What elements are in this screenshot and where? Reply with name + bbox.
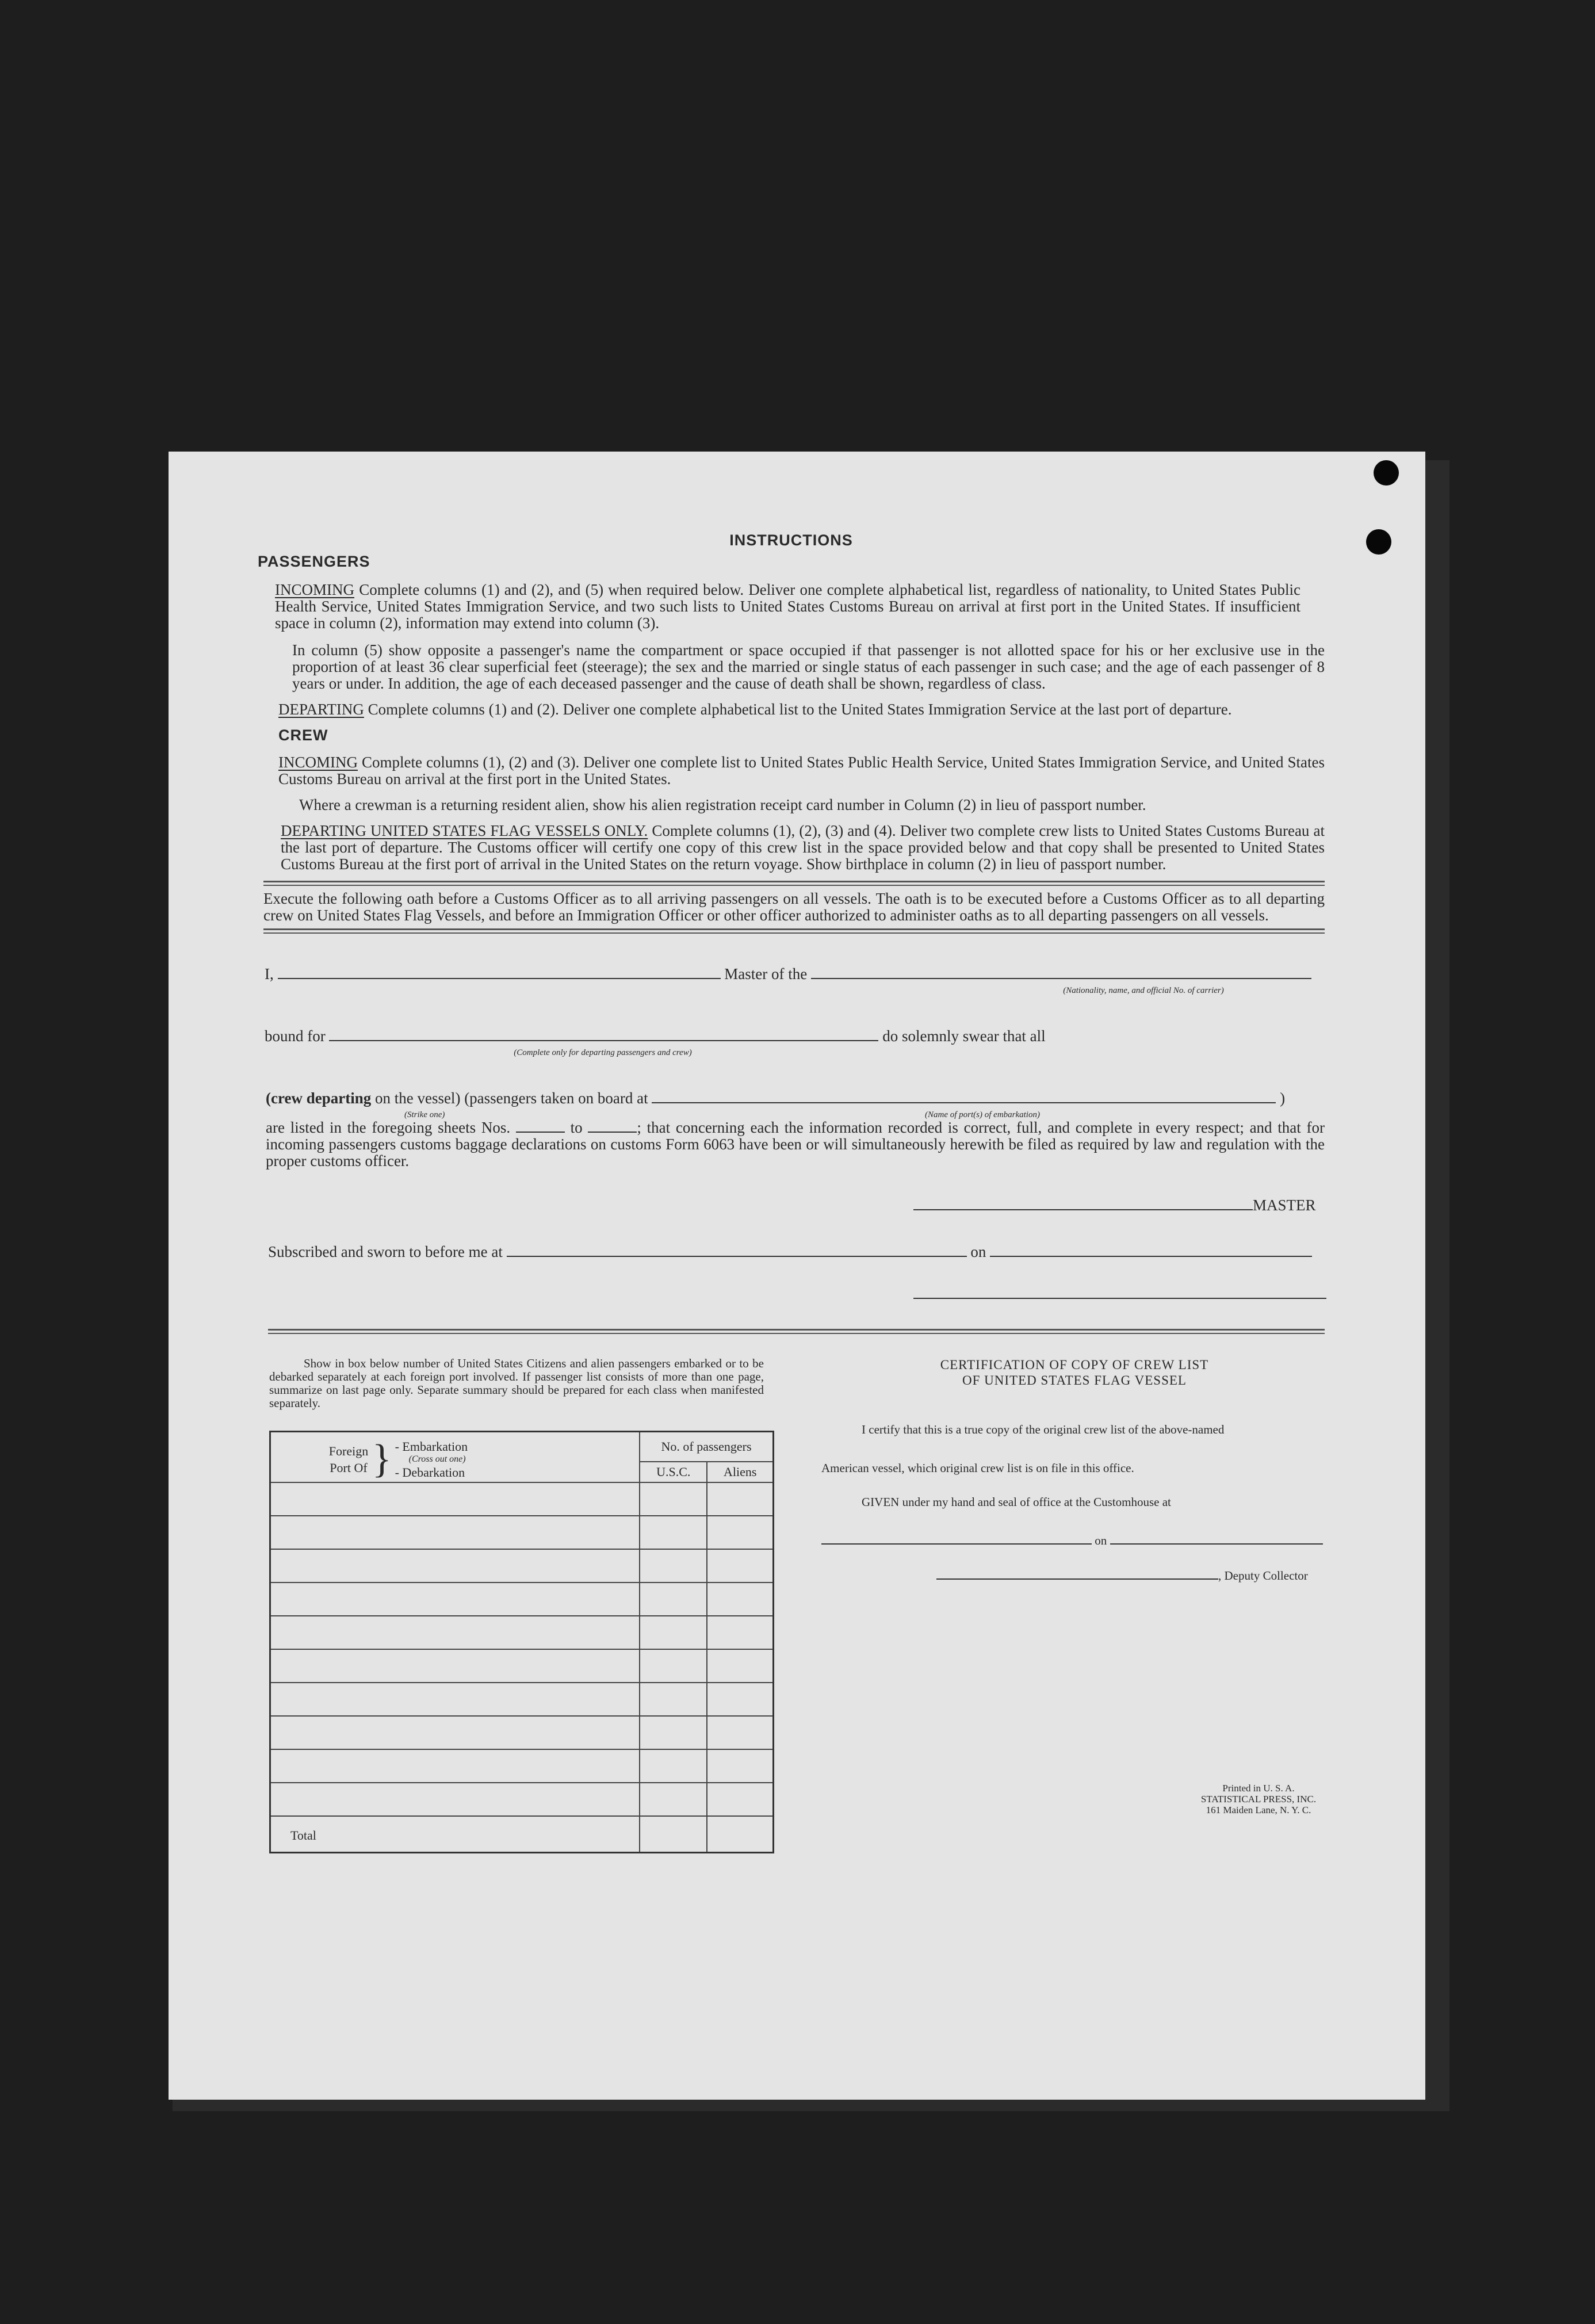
divider — [263, 928, 1325, 934]
brace-icon: } — [372, 1436, 392, 1481]
sheet-to-field[interactable] — [588, 1132, 637, 1133]
carrier-field[interactable] — [811, 978, 1311, 979]
officer-signature-field[interactable] — [913, 1298, 1326, 1299]
form-page — [169, 452, 1425, 2100]
close-paren: ) — [1280, 1090, 1286, 1107]
sworn-date-field[interactable] — [990, 1256, 1312, 1257]
table-row[interactable] — [270, 1716, 774, 1749]
certify-text-1: I certify that this is a true copy of the original crew list of the above-named — [862, 1423, 1225, 1436]
crew-incoming — [278, 754, 1325, 788]
crew-departing-label: DEPARTING UNITED STATES FLAG VESSELS ONLY. — [281, 822, 648, 839]
crew-departing-text: Complete columns (1), (2), (3) and (4). Deliver two complete crew lists to United States Customs Bureau at the last port of departure. The Customs officer will certify one copy of this crew list in the space provided below and that copy shall be presented to United States Customs Bureau at the first port of arrival in the United States on the return voyage. Show birthplace in column (2) in lieu of passport number. — [281, 822, 1325, 873]
usc-header: U.S.C. — [640, 1462, 707, 1482]
printer-line2: STATISTICAL PRESS, INC. — [1200, 1794, 1317, 1805]
passengers-incoming — [275, 582, 1301, 632]
destination-field[interactable] — [329, 1040, 878, 1041]
customhouse-line — [821, 1532, 1328, 1549]
on-vessel-text: on the vessel) — [374, 1090, 461, 1107]
bound-for-label: bound for — [265, 1027, 326, 1045]
total-aliens-cell[interactable] — [707, 1816, 773, 1853]
passengers-departing — [278, 701, 1325, 718]
master-signature-line — [913, 1197, 1325, 1214]
subscribed-line — [268, 1244, 1325, 1260]
to-label: to — [570, 1119, 583, 1136]
master-label: MASTER — [1253, 1197, 1316, 1214]
embarkation-option[interactable]: - Embarkation — [395, 1439, 468, 1454]
officer-signature-line — [913, 1286, 1325, 1302]
oath-master-line — [265, 966, 1325, 983]
foreign-port-label: Foreign Port Of — [328, 1443, 369, 1475]
sworn-on-label: on — [970, 1243, 986, 1260]
summary-instruction: Show in box below number of United States Citizens and alien passengers embarked or to be debarked separately at each foreign port involved. If passenger list consists of more than one page, summarize on last page only. Separate summary should be prepared for each class when manifested separately. — [269, 1356, 764, 1410]
crew-resident-text: Where a crewman is a returning resident alien, show his alien registration receipt card number in Column (2) in lieu of passport number. — [299, 796, 1146, 813]
passengers-heading: PASSENGERS — [258, 553, 370, 570]
cross-caption: (Cross out one) — [408, 1454, 466, 1464]
given-text: GIVEN under my hand and seal of office at the Customhouse at — [862, 1495, 1171, 1509]
sheets-statement — [266, 1119, 1325, 1169]
subscribed-label: Subscribed and sworn to before me at — [268, 1243, 503, 1260]
crew-departing-option[interactable]: (crew departing — [266, 1090, 372, 1107]
instructions-heading: INSTRUCTIONS — [729, 532, 853, 549]
certify-text-2: American vessel, which original crew list is on file in this office. — [821, 1461, 1134, 1475]
master-name-field[interactable] — [278, 978, 721, 979]
cert-on-label: on — [1095, 1534, 1107, 1547]
master-of-label: Master of the — [724, 965, 808, 983]
table-row[interactable] — [270, 1482, 774, 1516]
deputy-label: , Deputy Collector — [1218, 1569, 1308, 1583]
printer-line3: 161 Maiden Lane, N. Y. C. — [1206, 1805, 1311, 1815]
carrier-caption: (Nationality, name, and official No. of carrier) — [1063, 986, 1224, 995]
aliens-header: Aliens — [707, 1462, 773, 1482]
table-row[interactable] — [270, 1583, 774, 1616]
passengers-header: No. of passengers — [640, 1432, 774, 1462]
incoming-label: INCOMING — [275, 581, 354, 598]
punch-hole — [1366, 529, 1391, 555]
passengers-taken-option[interactable]: (passengers taken on board at — [464, 1090, 648, 1107]
port-type-options — [395, 1438, 468, 1481]
certification-title — [821, 1357, 1328, 1388]
deputy-signature-field[interactable] — [936, 1578, 1218, 1580]
form-content — [258, 532, 1325, 1875]
foreign-port-header — [270, 1432, 640, 1482]
debarkation-option[interactable]: - Debarkation — [395, 1465, 465, 1480]
certification-title-line1: CERTIFICATION OF COPY OF CREW LIST — [940, 1358, 1209, 1372]
departing-label: DEPARTING — [278, 701, 364, 718]
crew-incoming-label: INCOMING — [278, 754, 358, 771]
crew-heading: CREW — [278, 727, 328, 744]
sheet-from-field[interactable] — [516, 1132, 565, 1133]
listed-text-1: are listed in the foregoing sheets Nos. — [266, 1119, 511, 1136]
customhouse-field[interactable] — [821, 1543, 1092, 1545]
strike-caption: (Strike one) — [404, 1110, 445, 1119]
table-row[interactable] — [270, 1649, 774, 1683]
table-row[interactable] — [270, 1783, 774, 1816]
bound-for-line — [265, 1028, 1325, 1045]
table-row[interactable] — [270, 1549, 774, 1583]
embarkation-port-field[interactable] — [652, 1102, 1276, 1103]
punch-hole — [1374, 460, 1399, 486]
certification-section — [821, 1357, 1328, 1815]
total-label: Total — [270, 1816, 640, 1853]
lower-section — [258, 1357, 1325, 1875]
column5-text: In column (5) show opposite a passenger's name the compartment or space occupied if that passenger is not allotted space for his or her exclusive use in the proportion of at least 36 clear superficial feet (steerage); the sex and the married or single status of each passenger in such case; and the age of each passenger of 8 years or under. In addition, the age of each deceased passenger and the cause of death shall be shown, regardless of class. — [292, 641, 1325, 692]
divider — [263, 881, 1325, 886]
ports-caption: (Name of port(s) of embarkation) — [925, 1110, 1040, 1119]
embarkation-captions — [258, 1107, 1325, 1117]
table-row[interactable] — [270, 1616, 774, 1649]
sworn-place-field[interactable] — [507, 1256, 967, 1257]
total-usc-cell[interactable] — [640, 1816, 707, 1853]
crew-incoming-text: Complete columns (1), (2) and (3). Deliver one complete list to United States Public Health Service, United States Immigration Service, and United States Customs Bureau on arrival at the first port in the United States. — [278, 754, 1325, 788]
swear-label: do solemnly swear that all — [882, 1027, 1046, 1045]
printer-line1: Printed in U. S. A. — [1222, 1783, 1295, 1794]
i-label: I, — [265, 965, 274, 983]
departing-text: Complete columns (1) and (2). Deliver one complete alphabetical list to the United States Immigration Service at the last port of departure. — [368, 701, 1232, 718]
incoming-text: Complete columns (1) and (2), and (5) when required below. Deliver one complete alphabetical list, regardless of nationality, to United States Public Health Service, United States Immigration Service, and two such lists to United States Customs Bureau on arrival at first port in the United States. If insufficient space in column (2), information may extend into column (3). — [275, 581, 1301, 632]
embarkation-line — [266, 1090, 1325, 1107]
printer-imprint — [1189, 1783, 1328, 1815]
table-row[interactable] — [270, 1749, 774, 1783]
certification-title-line2: OF UNITED STATES FLAG VESSEL — [962, 1373, 1187, 1387]
bound-caption: (Complete only for departing passengers and crew) — [514, 1048, 692, 1057]
total-row[interactable] — [270, 1816, 774, 1853]
table-row[interactable] — [270, 1516, 774, 1549]
oath-instruction: Execute the following oath before a Customs Officer as to all arriving passengers on all vessels. The oath is to be executed before a Customs Officer as to all departing crew on United States Flag Vessels, and before an Immigration Officer or other officer authorized to administer oaths as to all departing passengers on all vessels. — [263, 890, 1325, 924]
deputy-collector-line — [821, 1568, 1328, 1584]
summary-section — [269, 1357, 764, 1853]
passenger-summary-table — [269, 1431, 774, 1853]
divider — [268, 1329, 1325, 1334]
table-header-row — [270, 1432, 774, 1462]
master-signature-field[interactable] — [913, 1209, 1253, 1210]
table-row[interactable] — [270, 1683, 774, 1716]
cert-date-field[interactable] — [1110, 1543, 1323, 1545]
listed-text-2: ; that concerning each the information recorded is correct, full, and complete in every respect; and that for incoming passengers customs baggage declarations on customs Form 6063 have been or will simultaneously herewith be filed as required by law and regulation with the proper customs officer. — [266, 1119, 1325, 1169]
crew-departing — [281, 823, 1325, 873]
